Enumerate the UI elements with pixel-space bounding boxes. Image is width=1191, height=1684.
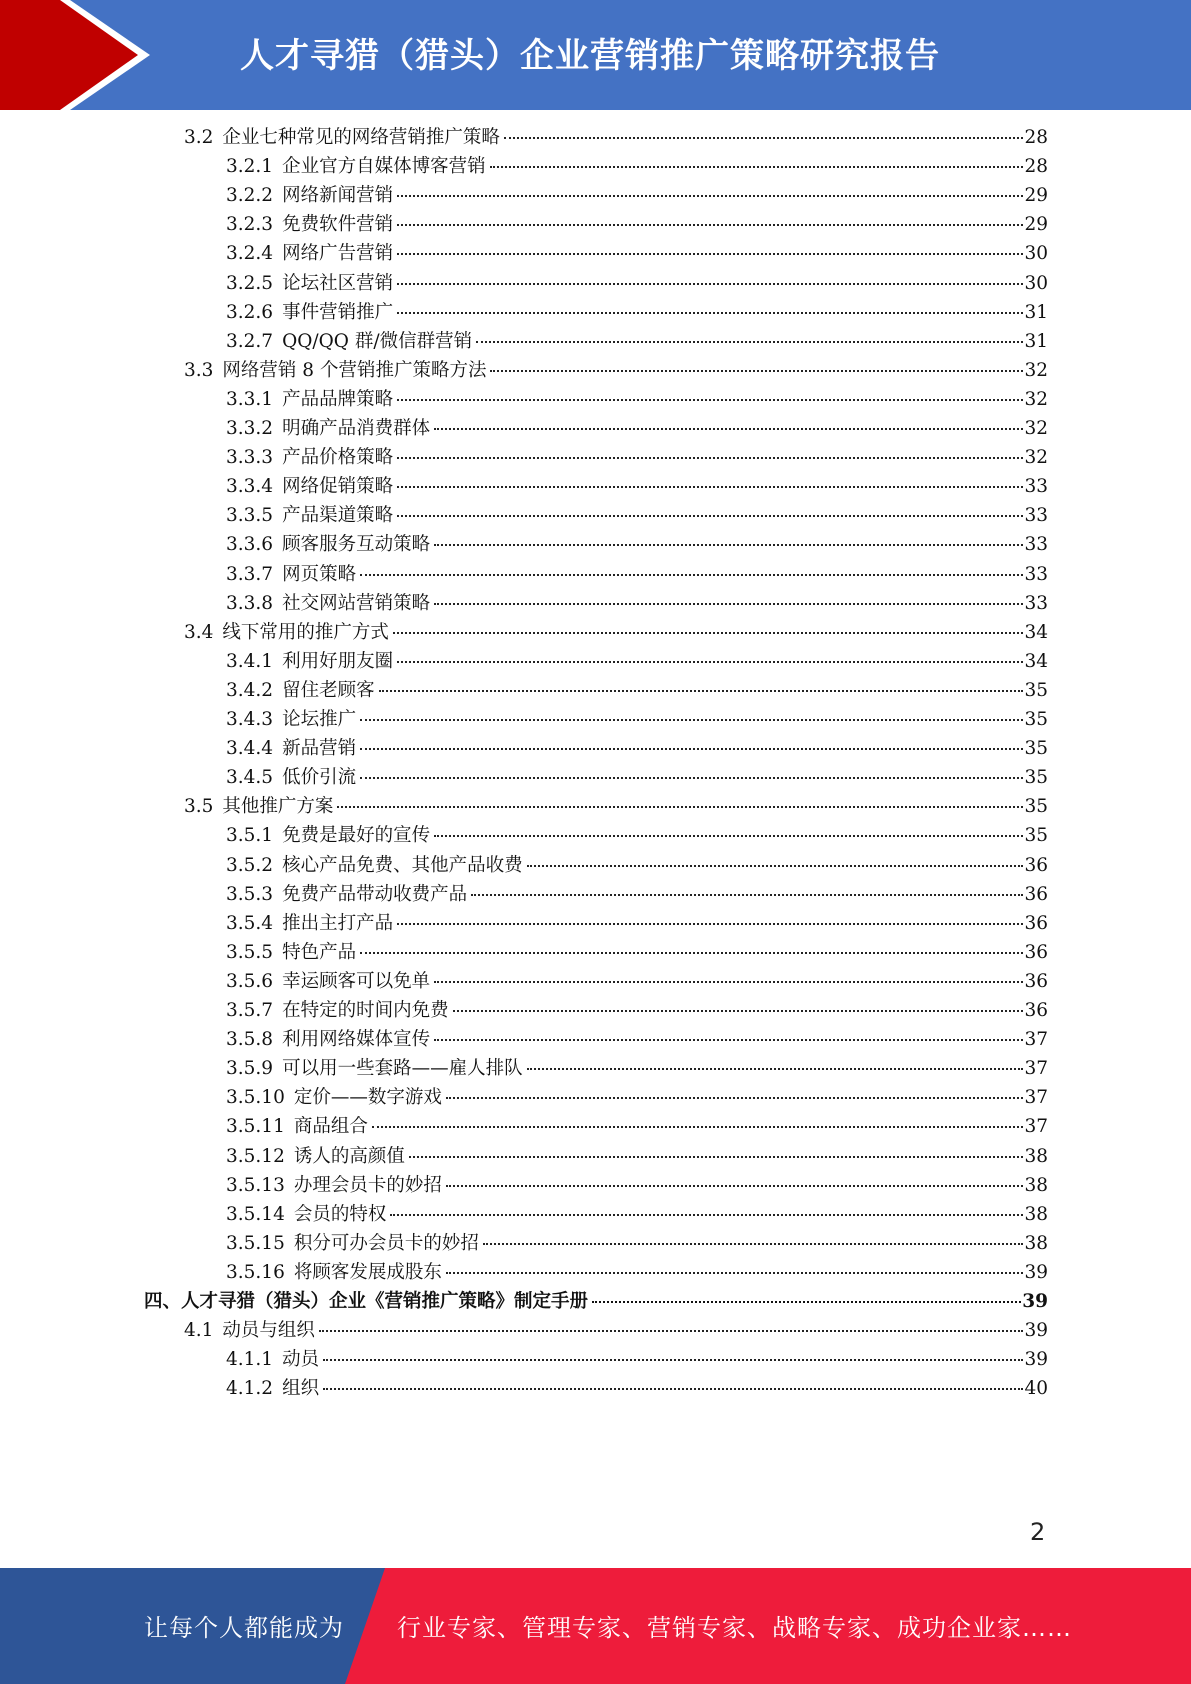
toc-entry-title: 网络广告营销 (282, 243, 394, 264)
toc-entry-title: 论坛推广 (282, 709, 357, 730)
toc-dot-leader (527, 865, 1024, 867)
toc-entry-page: 33 (1024, 505, 1048, 526)
page-footer (0, 1568, 1191, 1684)
toc-entry-page: 36 (1024, 855, 1048, 876)
toc-entry-title: 免费是最好的宣传 (282, 825, 431, 846)
toc-entry-number: 3.2.6 (226, 302, 274, 323)
toc-entry-page: 35 (1024, 825, 1048, 846)
toc-dot-leader (397, 253, 1023, 255)
toc-entry-title: 网络新闻营销 (282, 185, 394, 206)
toc-entry[interactable] (226, 328, 1048, 356)
toc-entry[interactable] (226, 211, 1048, 239)
toc-entry[interactable] (226, 910, 1048, 938)
toc-entry-title: 商品组合 (293, 1116, 368, 1137)
footer-slogan-left: 让每个人都能成为 (144, 1614, 344, 1642)
toc-dot-leader (471, 894, 1023, 896)
toc-entry[interactable] (226, 764, 1048, 792)
toc-entry[interactable] (184, 793, 1048, 821)
toc-entry-page: 32 (1024, 360, 1048, 381)
toc-entry-title: 顾客服务互动策略 (282, 534, 431, 555)
toc-entry-number: 3.2.3 (226, 214, 274, 235)
toc-entry-title: 新品营销 (282, 738, 357, 759)
toc-dot-leader (372, 1126, 1024, 1128)
toc-entry-title: QQ/QQ 群/微信群营销 (282, 331, 473, 352)
toc-entry-number: 3.2.5 (226, 273, 274, 294)
report-title: 人才寻猎（猎头）企业营销推广策略研究报告 (240, 36, 940, 76)
toc-entry-page: 35 (1024, 680, 1048, 701)
toc-entry-number: 3.5.7 (226, 1000, 274, 1021)
toc-dot-leader (323, 1388, 1023, 1390)
toc-entry-number: 3.4.4 (226, 738, 274, 759)
toc-entry-title: 免费产品带动收费产品 (282, 884, 468, 905)
toc-entry-number: 3.5.9 (226, 1058, 274, 1079)
toc-entry-title: 核心产品免费、其他产品收费 (282, 855, 523, 876)
toc-entry-title: 办理会员卡的妙招 (293, 1175, 442, 1196)
toc-entry-title: 幸运顾客可以免单 (282, 971, 431, 992)
toc-entry-title: 积分可办会员卡的妙招 (293, 1233, 479, 1254)
toc-entry[interactable] (226, 182, 1048, 210)
toc-entry-number: 3.5.12 (226, 1146, 285, 1167)
toc-entry-page: 31 (1024, 331, 1048, 352)
toc-entry-title: 产品价格策略 (282, 447, 394, 468)
toc-entry-number: 3.3.3 (226, 447, 274, 468)
toc-entry[interactable] (226, 386, 1048, 414)
toc-dot-leader (360, 952, 1023, 954)
toc-entry[interactable] (226, 1172, 1048, 1200)
toc-entry-title: 明确产品消费群体 (282, 418, 431, 439)
toc-entry[interactable] (226, 1055, 1048, 1083)
toc-entry-page: 36 (1024, 884, 1048, 905)
toc-dot-leader (397, 224, 1023, 226)
toc-entry-title: 四、人才寻猎（猎头）企业《营销推广策略》制定手册 (144, 1291, 589, 1312)
toc-entry[interactable] (226, 299, 1048, 327)
toc-entry-title: 网络营销 8 个营销推广策略方法 (222, 360, 487, 381)
toc-entry-page: 29 (1024, 185, 1048, 206)
toc-entry-number: 3.5.5 (226, 942, 274, 963)
toc-entry[interactable] (226, 881, 1048, 909)
header-chevron-red (0, 0, 160, 110)
footer-slogan-right: 行业专家、管理专家、营销专家、战略专家、成功企业家…… (397, 1614, 1072, 1642)
toc-entry-title: 免费软件营销 (282, 214, 394, 235)
toc-entry[interactable] (226, 1375, 1048, 1403)
toc-entry-title: 会员的特权 (293, 1204, 387, 1225)
toc-entry[interactable] (226, 590, 1048, 618)
toc-entry[interactable] (226, 852, 1048, 880)
toc-entry-title: 定价——数字游戏 (293, 1087, 442, 1108)
toc-dot-leader (446, 1272, 1024, 1274)
toc-entry-page: 38 (1024, 1233, 1048, 1254)
toc-dot-leader (360, 574, 1023, 576)
toc-dot-leader (483, 1243, 1024, 1245)
toc-entry-number: 3.3.8 (226, 593, 274, 614)
toc-entry-page: 38 (1024, 1204, 1048, 1225)
toc-entry[interactable] (226, 1143, 1048, 1171)
toc-entry-number: 3.5 (184, 796, 214, 817)
toc-entry-number: 3.5.8 (226, 1029, 274, 1050)
toc-entry[interactable] (226, 1201, 1048, 1229)
toc-entry[interactable] (226, 735, 1048, 763)
toc-dot-leader (476, 341, 1023, 343)
toc-entry[interactable] (226, 531, 1048, 559)
toc-entry[interactable] (226, 939, 1048, 967)
toc-entry-number: 3.2.4 (226, 243, 274, 264)
toc-entry-number: 3.5.2 (226, 855, 274, 876)
toc-dot-leader (337, 806, 1023, 808)
toc-entry-number: 3.5.14 (226, 1204, 285, 1225)
toc-dot-leader (527, 1068, 1024, 1070)
toc-entry-number: 3.5.6 (226, 971, 274, 992)
toc-dot-leader (434, 835, 1023, 837)
toc-entry-page: 29 (1024, 214, 1048, 235)
toc-entry-number: 4.1 (184, 1320, 214, 1341)
toc-entry-title: 网页策略 (282, 564, 357, 585)
toc-entry[interactable] (226, 270, 1048, 298)
toc-entry-title: 产品渠道策略 (282, 505, 394, 526)
toc-entry-number: 3.2.7 (226, 331, 274, 352)
toc-dot-leader (434, 1039, 1023, 1041)
toc-dot-leader (397, 661, 1023, 663)
toc-entry-number: 3.4 (184, 622, 214, 643)
toc-dot-leader (360, 748, 1023, 750)
toc-dot-leader (319, 1330, 1024, 1332)
toc-entry-title: 将顾客发展成股东 (293, 1262, 442, 1283)
toc-entry[interactable] (184, 124, 1048, 152)
toc-entry-page: 37 (1024, 1087, 1048, 1108)
toc-dot-leader (434, 428, 1023, 430)
toc-dot-leader (397, 195, 1023, 197)
toc-entry-page: 35 (1024, 796, 1048, 817)
toc-entry-number: 3.3.2 (226, 418, 274, 439)
toc-entry-title: 利用好朋友圈 (282, 651, 394, 672)
toc-entry[interactable] (226, 648, 1048, 676)
toc-entry[interactable] (226, 561, 1048, 589)
toc-entry-number: 3.2 (184, 127, 214, 148)
toc-dot-leader (379, 690, 1024, 692)
toc-entry-number: 3.3.1 (226, 389, 274, 410)
toc-entry[interactable] (226, 153, 1048, 181)
toc-entry-title: 社交网站营销策略 (282, 593, 431, 614)
toc-dot-leader (397, 515, 1023, 517)
toc-entry-number: 3.5.3 (226, 884, 274, 905)
toc-entry-number: 3.4.3 (226, 709, 274, 730)
toc-dot-leader (323, 1359, 1023, 1361)
toc-entry-title: 产品品牌策略 (282, 389, 394, 410)
toc-entry-title: 低价引流 (282, 767, 357, 788)
toc-entry-page: 40 (1024, 1378, 1048, 1399)
toc-entry-title: 企业七种常见的网络营销推广策略 (222, 127, 500, 148)
toc-entry-title: 其他推广方案 (222, 796, 334, 817)
toc-entry-number: 3.3.4 (226, 476, 274, 497)
toc-entry[interactable] (226, 968, 1048, 996)
toc-dot-leader (434, 544, 1023, 546)
toc-entry-title: 特色产品 (282, 942, 357, 963)
toc-entry[interactable] (184, 1317, 1048, 1345)
toc-entry-page: 33 (1024, 534, 1048, 555)
toc-entry-number: 3.4.5 (226, 767, 274, 788)
toc-dot-leader (453, 1010, 1024, 1012)
toc-entry-page: 37 (1024, 1058, 1048, 1079)
toc-entry-page: 34 (1024, 622, 1048, 643)
toc-dot-leader (446, 1097, 1024, 1099)
toc-dot-leader (397, 457, 1023, 459)
toc-entry-title: 线下常用的推广方式 (222, 622, 389, 643)
toc-entry-number: 4.1.1 (226, 1349, 274, 1370)
toc-entry-number: 3.2.1 (226, 156, 274, 177)
toc-entry-page: 34 (1024, 651, 1048, 672)
toc-entry-number: 3.5.16 (226, 1262, 285, 1283)
toc-entry-page: 33 (1024, 476, 1048, 497)
toc-entry[interactable] (226, 1084, 1048, 1112)
toc-entry-title: 网络促销策略 (282, 476, 394, 497)
toc-entry-number: 3.3.6 (226, 534, 274, 555)
toc-dot-leader (397, 283, 1023, 285)
toc-entry-page: 28 (1024, 127, 1048, 148)
toc-entry-page: 36 (1024, 913, 1048, 934)
toc-entry-page: 38 (1024, 1146, 1048, 1167)
toc-entry-title: 可以用一些套路——雇人排队 (282, 1058, 523, 1079)
toc-entry[interactable] (226, 240, 1048, 268)
toc-entry-title: 推出主打产品 (282, 913, 394, 934)
toc-entry-number: 3.2.2 (226, 185, 274, 206)
toc-dot-leader (490, 370, 1023, 372)
toc-entry-number: 3.5.11 (226, 1116, 285, 1137)
toc-entry-number: 3.3.7 (226, 564, 274, 585)
toc-dot-leader (397, 923, 1023, 925)
toc-entry-page: 30 (1024, 243, 1048, 264)
toc-entry-page: 39 (1024, 1262, 1048, 1283)
toc-entry[interactable] (226, 415, 1048, 443)
toc-entry[interactable] (226, 822, 1048, 850)
toc-entry[interactable] (226, 997, 1048, 1025)
toc-dot-leader (504, 137, 1024, 139)
page-number: 2 (1030, 1518, 1046, 1546)
toc-entry-title: 留住老顾客 (282, 680, 375, 701)
toc-entry-page: 28 (1024, 156, 1048, 177)
toc-entry-number: 3.5.1 (226, 825, 274, 846)
toc-entry-page: 30 (1024, 273, 1048, 294)
toc-entry[interactable] (184, 357, 1048, 385)
toc-entry[interactable] (226, 1259, 1048, 1287)
toc-entry-title: 论坛社区营销 (282, 273, 394, 294)
toc-entry[interactable] (226, 502, 1048, 530)
toc-entry-number: 3.5.4 (226, 913, 274, 934)
toc-entry[interactable] (184, 619, 1048, 647)
toc-entry-page: 36 (1024, 1000, 1048, 1021)
toc-entry-page: 38 (1024, 1175, 1048, 1196)
toc-entry[interactable] (226, 1026, 1048, 1054)
toc-dot-leader (390, 1214, 1023, 1216)
toc-entry-number: 3.3 (184, 360, 214, 381)
toc-dot-leader (446, 1185, 1024, 1187)
toc-entry-page: 35 (1024, 767, 1048, 788)
toc-entry[interactable] (226, 1346, 1048, 1374)
toc-entry-page: 33 (1024, 564, 1048, 585)
toc-dot-leader (490, 166, 1024, 168)
toc-entry-page: 39 (1024, 1320, 1048, 1341)
toc-entry-page: 32 (1024, 418, 1048, 439)
toc-entry-page: 35 (1024, 738, 1048, 759)
toc-dot-leader (409, 1156, 1024, 1158)
toc-dot-leader (397, 312, 1023, 314)
toc-dot-leader (434, 603, 1023, 605)
toc-dot-leader (397, 486, 1023, 488)
toc-entry-number: 3.4.1 (226, 651, 274, 672)
toc-dot-leader (360, 719, 1023, 721)
toc-entry[interactable] (226, 677, 1048, 705)
toc-entry[interactable] (226, 1113, 1048, 1141)
toc-entry[interactable] (226, 473, 1048, 501)
toc-entry-number: 3.4.2 (226, 680, 274, 701)
toc-entry-number: 3.5.10 (226, 1087, 285, 1108)
toc-entry-page: 37 (1024, 1029, 1048, 1050)
toc-entry-page: 33 (1024, 593, 1048, 614)
page-header (0, 0, 1191, 110)
toc-entry-number: 4.1.2 (226, 1378, 274, 1399)
toc-entry-number: 3.5.13 (226, 1175, 285, 1196)
toc-entry-page: 39 (1022, 1291, 1048, 1312)
toc-entry-page: 39 (1024, 1349, 1048, 1370)
toc-entry-page: 35 (1024, 709, 1048, 730)
toc-dot-leader (397, 399, 1023, 401)
toc-dot-leader (434, 981, 1023, 983)
toc-entry[interactable] (226, 706, 1048, 734)
toc-entry-title: 利用网络媒体宣传 (282, 1029, 431, 1050)
toc-entry-title: 在特定的时间内免费 (282, 1000, 449, 1021)
toc-entry-title: 诱人的高颜值 (293, 1146, 405, 1167)
toc-entry-title: 动员与组织 (222, 1320, 315, 1341)
toc-entry-page: 32 (1024, 447, 1048, 468)
toc-entry[interactable] (144, 1288, 1048, 1316)
toc-entry[interactable] (226, 444, 1048, 472)
toc-entry-number: 3.3.5 (226, 505, 274, 526)
toc-entry-title: 动员 (282, 1349, 320, 1370)
toc-entry-title: 事件营销推广 (282, 302, 394, 323)
toc-entry-page: 37 (1024, 1116, 1048, 1137)
toc-entry[interactable] (226, 1230, 1048, 1258)
toc-entry-page: 36 (1024, 971, 1048, 992)
toc-entry-number: 3.5.15 (226, 1233, 285, 1254)
toc-entry-page: 32 (1024, 389, 1048, 410)
toc-dot-leader (360, 777, 1023, 779)
toc-entry-page: 36 (1024, 942, 1048, 963)
toc-entry-title: 组织 (282, 1378, 320, 1399)
toc-dot-leader (393, 632, 1024, 634)
toc-dot-leader (592, 1301, 1021, 1303)
toc-entry-page: 31 (1024, 302, 1048, 323)
toc-entry-title: 企业官方自媒体博客营销 (282, 156, 486, 177)
